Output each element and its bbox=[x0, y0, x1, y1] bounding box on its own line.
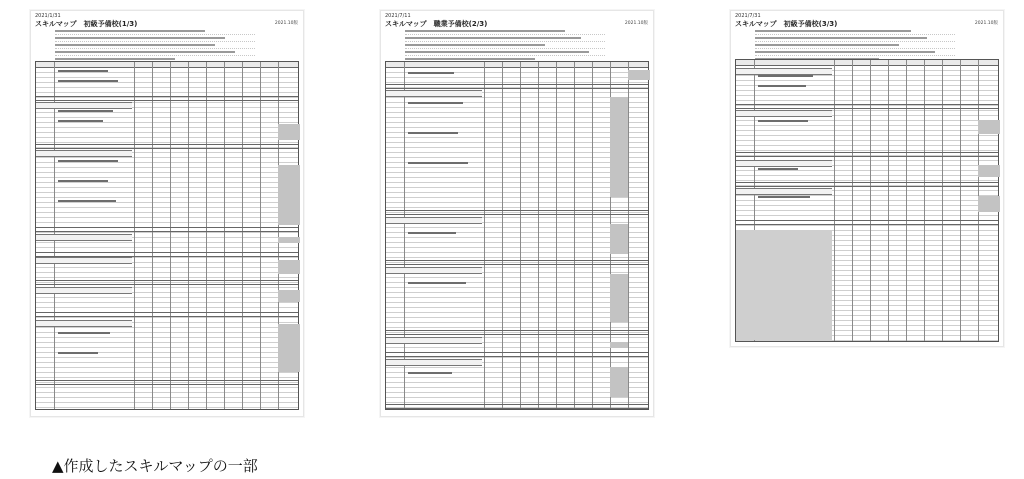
skill-grid bbox=[385, 61, 649, 410]
sheet-version: 2021.10版 bbox=[974, 21, 998, 26]
sheet-title: スキルマップ 職業予備校(2/3) bbox=[385, 20, 488, 28]
sheet-date: 2021/7/11 bbox=[385, 13, 411, 19]
sheet-version: 2021.10版 bbox=[274, 21, 298, 26]
skill-grid bbox=[735, 59, 999, 342]
sheet-date: 2021/7/31 bbox=[735, 13, 761, 19]
sheet-title: スキルマップ 初級予備校(1/3) bbox=[35, 20, 138, 28]
sheet-legend bbox=[405, 29, 605, 64]
sheet-legend bbox=[55, 29, 255, 64]
figure-caption: ▲作成したスキルマップの一部 bbox=[52, 457, 258, 475]
skill-grid bbox=[35, 61, 299, 410]
sheet-title: スキルマップ 初級予備校(3/3) bbox=[735, 20, 838, 28]
skill-map-sheet-1 bbox=[30, 10, 304, 417]
sheet-date: 2021/1/31 bbox=[35, 13, 61, 19]
skill-map-sheet-3 bbox=[730, 10, 1004, 347]
skill-map-sheet-2 bbox=[380, 10, 654, 417]
sheet-version: 2021.10版 bbox=[624, 21, 648, 26]
